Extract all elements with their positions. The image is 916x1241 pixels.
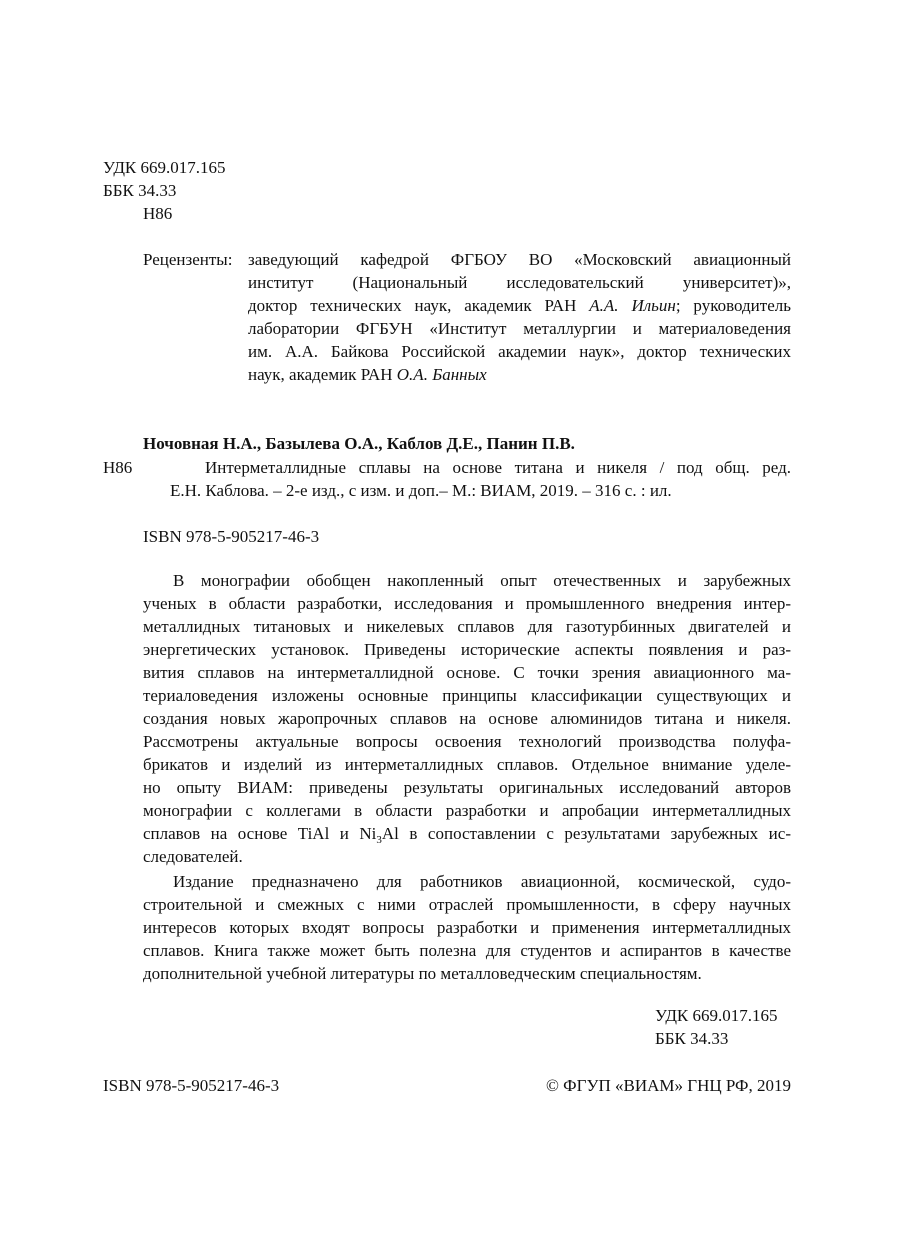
catalog-title-line-2: Е.Н. Каблова. – 2-е изд., с изм. и доп.– М.: ВИАМ, 2019. – 316 с. : ил. [170,481,672,500]
reviewer-1-suffix: ; руководитель [675,296,791,315]
abstract-line: энергетических установок. Приведены исторические аспекты появления и раз- [143,640,791,659]
reviewer-2-name: О.А. Банных [396,365,487,384]
reviewers-line: им. А.А. Байкова Российской академии наук», доктор технических [248,342,791,361]
reviewers-block [248,248,791,386]
abstract-line: ученых в области разработки, исследования и промышленного внедрения интер- [143,594,791,613]
catalog-isbn: ISBN 978-5-905217-46-3 [143,527,320,546]
udk-bottom: УДК 669.017.165 [655,1006,778,1025]
abstract-line: Рассмотрены актуальные вопросы освоения технологий производства полуфа- [143,732,791,751]
abstract-line: брикатов и изделий из интерметаллидных сплавов. Отдельное внимание уделе- [143,755,791,774]
abstract-line: но опыту ВИАМ: приведены результаты оригинальных исследований авторов [143,778,791,797]
abstract-line: вития сплавов на интерметаллидной основе. С точки зрения авиационного ма- [143,663,791,682]
abstract-line: монографии с коллегами в области разработки и апробации интерметаллидных [143,801,791,820]
reviewers-line: лаборатории ФГБУН «Институт металлургии и материаловедения [248,319,791,338]
abstract-line: строительной и смежных с ними отраслей промышленности, в сферу научных [143,895,791,914]
bbk-bottom: ББК 34.33 [655,1029,729,1048]
reviewers-line [248,363,791,386]
footer-isbn: ISBN 978-5-905217-46-3 [103,1076,280,1095]
catalog-title-line-1 [205,456,791,479]
catalog-author-mark: Н86 [103,458,133,477]
formula-subscript: 3 [376,834,382,846]
author-mark-top: Н86 [143,204,173,223]
abstract-line: следователей. [143,847,243,866]
authors-text: Ночовная Н.А., Базылева О.А., Каблов Д.Е., Панин П.В. [143,434,575,453]
abstract-line: териаловедения изложены основные принципы классификации существующих и [143,686,791,705]
formula-pre: сплавов на основе TiAl и Ni [143,824,377,843]
abstract-line: Издание предназначено для работников авиационной, космической, судо- [173,872,791,891]
reviewers-line-text: наук, академик РАН [248,365,397,384]
formula-post: Al в сопоставлении с результатами зарубежных ис- [381,824,791,843]
abstract-line: создания новых жаропрочных сплавов на основе алюминидов титана и никеля. [143,709,791,728]
abstract-line: интересов которых входят вопросы разработки и применения интерметаллидных [143,918,791,937]
reviewers-line: заведующий кафедрой ФГБОУ ВО «Московский авиационный [248,250,791,269]
bbk-top: ББК 34.33 [103,181,177,200]
reviewers-line-text: доктор технических наук, академик РАН [248,296,590,315]
reviewer-1-name: А.А. Ильин [589,296,676,315]
reviewers-line: институт (Национальный исследовательский университет)», [248,273,791,292]
abstract-line: металлидных титановых и никелевых сплавов для газотурбинных двигателей и [143,617,791,636]
catalog-line: Интерметаллидные сплавы на основе титана и никеля / под общ. ред. [205,458,791,477]
abstract [143,569,791,985]
reviewers-label: Рецензенты: [143,250,233,269]
reviewers-line [248,294,791,317]
catalog-authors [143,432,575,455]
abstract-line: сплавов. Книга также может быть полезна для студентов и аспирантов в качестве [143,941,791,960]
abstract-line: В монографии обобщен накопленный опыт отечественных и зарубежных [173,571,791,590]
footer-copyright: © ФГУП «ВИАМ» ГНЦ РФ, 2019 [546,1076,791,1095]
abstract-formula-line [143,822,791,845]
udk-top: УДК 669.017.165 [103,158,226,177]
abstract-line: дополнительной учебной литературы по металловедческим специальностям. [143,964,702,983]
